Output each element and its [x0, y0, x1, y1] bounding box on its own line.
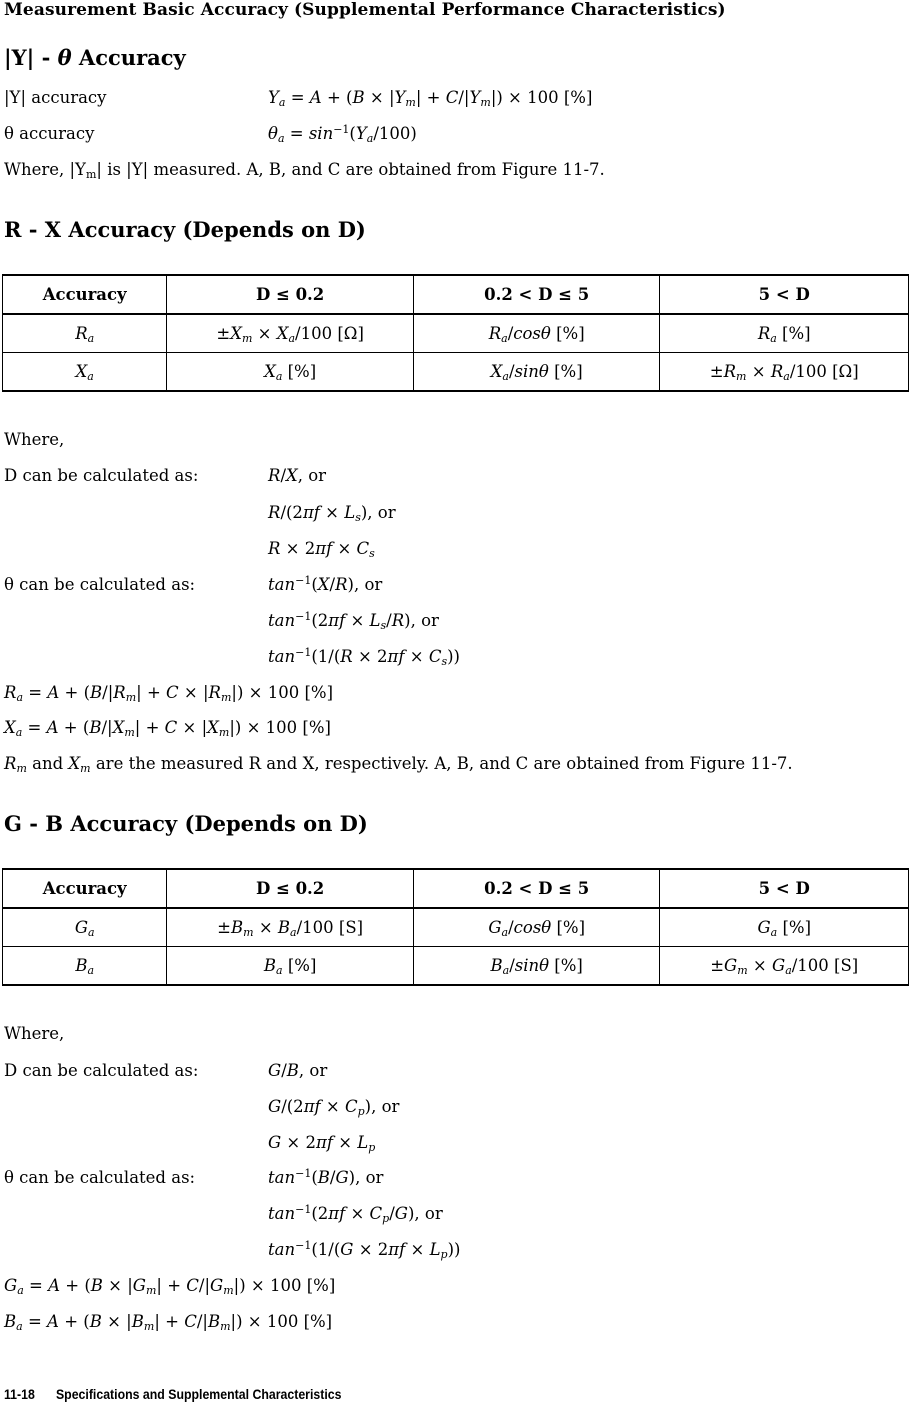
table-row [3, 947, 909, 986]
header-cell: D ≤ 0.2 [167, 275, 414, 314]
rx-note: $R_m$ and $X_m$ are the measured R and X, respectively. A, B, and C are obtained from Figure 11-7. [4, 754, 793, 775]
table-row [3, 908, 909, 947]
page-footer [4, 1386, 341, 1402]
rx-theta-formula-2: $\tan^{-1}(2\pi f \times L_s/R)$, or [268, 610, 439, 632]
table-cell: $B_a$ [3, 947, 167, 986]
ra-formula: $R_a = A + (B/|R_m| + C \times |R_m|) \times 100$ [%] [4, 683, 334, 704]
table-cell: $\pm G_m \times G_a/100$ [S] [660, 947, 909, 986]
gb-d-formula-1: G/B, or [268, 1061, 328, 1080]
table-header-row [3, 869, 909, 908]
gb-theta-label: θ can be calculated as: [4, 1168, 196, 1187]
y-theta-where-note: Where, $|Y_m|$ is |Y| measured. A, B, and C are obtained from Figure 11-7. [4, 160, 605, 181]
table-cell: $X_a$ [3, 353, 167, 392]
rx-theta-label: θ can be calculated as: [4, 575, 196, 594]
table-cell: $X_a$/sinθ [%] [413, 353, 660, 392]
table-cell: $G_a$ [%] [660, 908, 909, 947]
gb-theta-formula-3: $\tan^{-1}(1/(G \times 2\pi f \times L_p))$ [268, 1239, 461, 1261]
header-cell: D ≤ 0.2 [167, 869, 414, 908]
theta-symbol: θ [57, 45, 72, 70]
table-cell: $R_a$/cosθ [%] [413, 314, 660, 353]
header-cell: 5 < D [660, 275, 909, 314]
y-accuracy-formula: $Y_a = A + (B \times |Y_m| + C/|Y_m|) \times 100$ [%] [268, 88, 593, 109]
rx-d-formula-2: $R/(2\pi f \times L_s)$, or [268, 503, 396, 524]
rx-accuracy-table [2, 274, 909, 392]
gb-d-formula-2: $G/(2\pi f \times C_p)$, or [268, 1097, 400, 1118]
ga-formula: $G_a = A + (B \times |G_m| + C/|G_m|) \times 100$ [%] [4, 1276, 336, 1297]
xa-formula: $X_a = A + (B/|X_m| + C \times |X_m|) \times 100$ [%] [4, 718, 331, 739]
table-cell: $B_a$/sinθ [%] [413, 947, 660, 986]
y-theta-heading-post: Accuracy [71, 45, 186, 70]
rx-heading: R - X Accuracy (Depends on D) [4, 217, 366, 242]
table-cell: $X_a$ [%] [167, 353, 414, 392]
footer-title: Specifications and Supplemental Characteristics [55, 1386, 342, 1402]
rx-d-formula-3: $R \times 2\pi f \times C_s$ [268, 539, 375, 560]
theta-accuracy-label: θ accuracy [4, 124, 95, 143]
y-theta-heading-pre: |Y| - [4, 45, 58, 70]
table-cell: $G_a$ [3, 908, 167, 947]
table-cell: $R_a$ [3, 314, 167, 353]
rx-d-formula-1: R/X, or [268, 466, 327, 485]
header-cell: 0.2 < D ≤ 5 [413, 869, 660, 908]
table-cell: $R_a$ [%] [660, 314, 909, 353]
table-row [3, 353, 909, 392]
gb-theta-formula-1: $\tan^{-1}(B/G)$, or [268, 1167, 384, 1187]
page-number: 11-18 [4, 1386, 35, 1402]
table-cell: $B_a$ [%] [167, 947, 414, 986]
table-row [3, 314, 909, 353]
rx-d-label: D can be calculated as: [4, 466, 199, 485]
y-theta-heading [4, 45, 186, 70]
gb-where-label: Where, [4, 1024, 65, 1043]
table-cell: $\pm X_m \times X_a/100$ [Ω] [167, 314, 414, 353]
y-accuracy-label: |Y| accuracy [4, 88, 107, 107]
ba-formula: $B_a = A + (B \times |B_m| + C/|B_m|) \times 100$ [%] [4, 1312, 333, 1333]
gb-d-formula-3: $G \times 2\pi f \times L_p$ [268, 1133, 376, 1154]
header-cell: 5 < D [660, 869, 909, 908]
page-header: Measurement Basic Accuracy (Supplemental Performance Characteristics) [4, 0, 726, 20]
header-cell: Accuracy [3, 275, 167, 314]
table-header-row [3, 275, 909, 314]
rx-theta-formula-3: $\tan^{-1}(1/(R \times 2\pi f \times C_s))$ [268, 646, 460, 668]
gb-heading: G - B Accuracy (Depends on D) [4, 811, 368, 836]
table-cell: $\pm B_m \times B_a/100$ [S] [167, 908, 414, 947]
header-cell: 0.2 < D ≤ 5 [413, 275, 660, 314]
gb-d-label: D can be calculated as: [4, 1061, 199, 1080]
gb-theta-formula-2: $\tan^{-1}(2\pi f \times C_p/G)$, or [268, 1203, 443, 1225]
rx-where-label: Where, [4, 430, 65, 449]
header-cell: Accuracy [3, 869, 167, 908]
gb-accuracy-table [2, 868, 909, 986]
rx-theta-formula-1: $\tan^{-1}(X/R)$, or [268, 574, 383, 594]
theta-accuracy-formula: $\theta_a = \sin^{-1}(Y_a/100)$ [268, 123, 417, 145]
table-cell: $\pm R_m \times R_a/100$ [Ω] [660, 353, 909, 392]
table-cell: $G_a$/cosθ [%] [413, 908, 660, 947]
